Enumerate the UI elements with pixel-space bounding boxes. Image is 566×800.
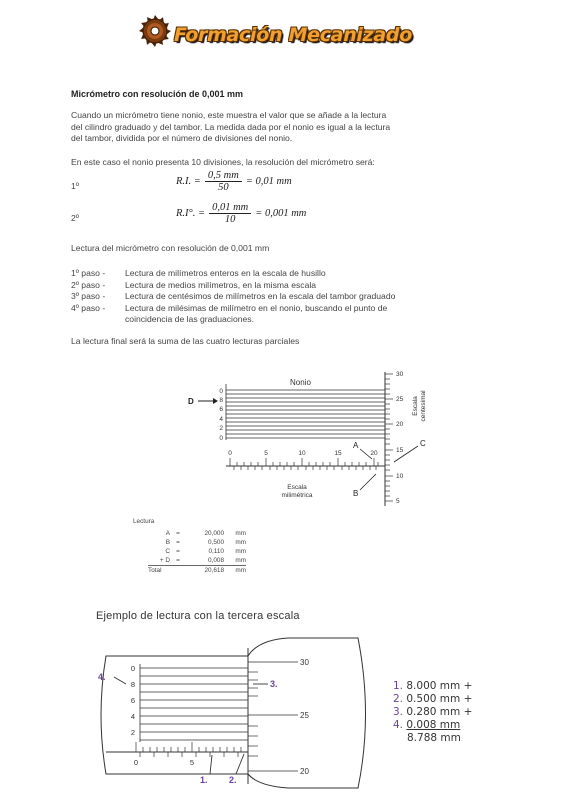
steps-list [71,268,471,326]
marker-b: B [353,489,359,498]
result-number: 4. [393,719,404,731]
example-thimble-number: 20 [300,767,309,776]
lectura-key: + D [159,557,170,564]
example-vernier-number: 0 [130,664,135,673]
page-header [0,10,566,68]
lectura-eq: = [176,557,180,564]
marker-d: D [188,397,194,406]
intro-line: del tambor, dividida por el número de divisiones del nonio. [71,133,293,143]
formula-1-lhs: R.I. = [176,176,201,187]
result-value: 0.280 mm + [406,706,473,718]
lectura-value: 20,000 [204,530,224,537]
lectura-title: Lectura [133,518,155,525]
example-marker-2: 2. [229,775,237,785]
example-vernier-number: 8 [130,680,135,689]
thimble-number: 10 [396,473,404,480]
step-item [71,268,471,280]
result-value: 0.500 mm + [406,693,473,705]
lectura-row [148,547,246,556]
mm-number: 20 [370,450,378,457]
result-value: 8.000 mm + [406,680,473,692]
lectura-unit: mm [235,557,246,564]
lectura-value: 0,008 [208,557,224,564]
escala-milimetrica-label-2: milimétrica [281,492,313,499]
formula-1-rhs: = 0,01 mm [245,176,292,187]
formula-1 [176,170,292,193]
lectura-eq: = [176,548,180,555]
case-text: En este caso el nonio presenta 10 divisiones, la resolución del micrómetro será: [71,157,375,167]
example-mm-number: 5 [189,758,195,767]
step-key [71,314,125,326]
step-text: Lectura de centésimos de milímetros en la escala del tambor graduado [125,291,396,301]
intro-line: Cuando un micrómetro tiene nonio, este muestra el valor que se añade a la lectura [71,110,387,120]
step-text: Lectura de milímetros enteros en la escala de husillo [125,268,326,278]
lectura-table [148,529,246,574]
lectura-value: 0,500 [208,539,224,546]
result-number: 3. [393,706,404,718]
step-text: Lectura de medios milímetros, en la misma escala [125,279,317,290]
step-key: 3º paso - [71,291,106,301]
step-text: coincidencia de las graduaciones. [125,314,254,324]
result-number: 1. [393,680,404,692]
result-item [393,719,472,732]
lectura-unit: mm [235,539,246,546]
intro-paragraph [71,110,471,145]
example-marker-4: 4. [98,672,106,682]
lectura-unit: mm [235,548,246,555]
mm-number: 10 [298,450,306,457]
example-mm-number: 0 [133,758,139,767]
lectura-row [148,556,246,565]
formula-1-denominator: 50 [218,182,229,193]
reading-heading: Lectura del micrómetro con resolución de 0,001 mm [71,243,270,253]
result-total: 8.788 mm [407,732,461,744]
intro-line: del cilindro graduado y del tambor. La medida dada por el nonio es igual a la lectura [71,121,391,132]
formula-2-fraction [209,202,251,225]
example-micrometer-diagram [88,634,378,794]
step-key: 2º paso - [71,279,106,290]
formula-2-lhs: R.I°. = [176,208,206,219]
results-list [393,680,472,745]
page-title: Micrómetro con resolución de 0,001 mm [71,89,244,99]
lectura-row [148,538,246,547]
lectura-unit: mm [235,530,246,537]
example-marker-1: 1. [200,775,208,785]
lectura-total-unit: mm [235,567,246,574]
step-key: 1º paso - [71,268,106,278]
milling-cutter-icon [138,14,172,48]
lectura-value: 0,110 [208,548,224,555]
formula-2-denominator: 10 [224,214,236,225]
example-vernier-number: 4 [130,712,135,721]
step-item [71,303,471,315]
mm-number: 5 [264,450,268,457]
mm-number: 15 [334,450,342,457]
thimble-number: 15 [396,447,404,454]
marker-c: C [420,439,426,448]
escala-centesimal-label-2: centesimal [420,390,427,422]
final-text: La lectura final será la suma de las cuatro lecturas parciales [71,336,300,346]
step-item [71,291,471,303]
example-thimble-number: 30 [300,658,309,667]
example-vernier-number: 6 [130,696,135,705]
formula-2-rhs: = 0,001 mm [255,208,307,219]
lectura-eq: = [176,539,180,546]
lectura-total-row [148,565,246,574]
result-item [393,706,472,719]
step-item [71,314,471,326]
formula-2-numerator: 0,01 mm [209,202,251,214]
example-title: Ejemplo de lectura con la tercera escala [96,610,300,622]
vernier-lines [226,390,385,438]
thimble-number: 5 [396,498,400,505]
micrometer-vernier-diagram [180,366,440,510]
lectura-key: C [165,548,170,555]
example-vernier-number: 2 [130,728,135,737]
lectura-key: A [165,530,170,537]
escala-centesimal-label-1: Escala [412,396,419,416]
step-key: 4º paso - [71,302,106,313]
nonio-label: Nonio [290,378,311,387]
vernier-number: 6 [219,406,223,413]
step-item [71,280,471,292]
vernier-number: 8 [219,397,223,404]
marker-a: A [353,441,359,450]
formula-2-label: 2º [71,213,79,223]
result-value: 0.008 mm [406,719,461,731]
thimble-number: 25 [396,396,404,403]
formula-1-fraction [205,170,242,193]
escala-milimetrica-label-1: Escala [287,484,307,491]
lectura-total-key: Total [148,567,162,574]
step-text: Lectura de milésimas de milímetro en el nonio, buscando el punto de [125,302,388,313]
example-marker-3: 3. [270,679,278,689]
result-item [393,693,472,706]
lectura-row [148,529,246,538]
vernier-number: 4 [219,416,223,423]
formula-1-label: 1º [71,181,79,191]
lectura-total-value: 20,618 [204,567,224,574]
example-thimble-number: 25 [300,711,309,720]
lectura-eq: = [176,530,180,537]
lectura-key: B [165,539,170,546]
formula-1-numerator: 0,5 mm [205,170,242,182]
formula-2 [176,202,306,225]
vernier-number: 2 [219,425,223,432]
mm-number: 0 [228,450,232,457]
thimble-number: 30 [396,371,404,378]
result-number: 2. [393,693,404,705]
thimble-number: 20 [396,421,404,428]
vernier-number: 0 [219,388,223,395]
vernier-number: 0 [219,435,223,442]
logo-text: Formación Mecanizado [174,24,412,46]
result-item [393,680,472,693]
